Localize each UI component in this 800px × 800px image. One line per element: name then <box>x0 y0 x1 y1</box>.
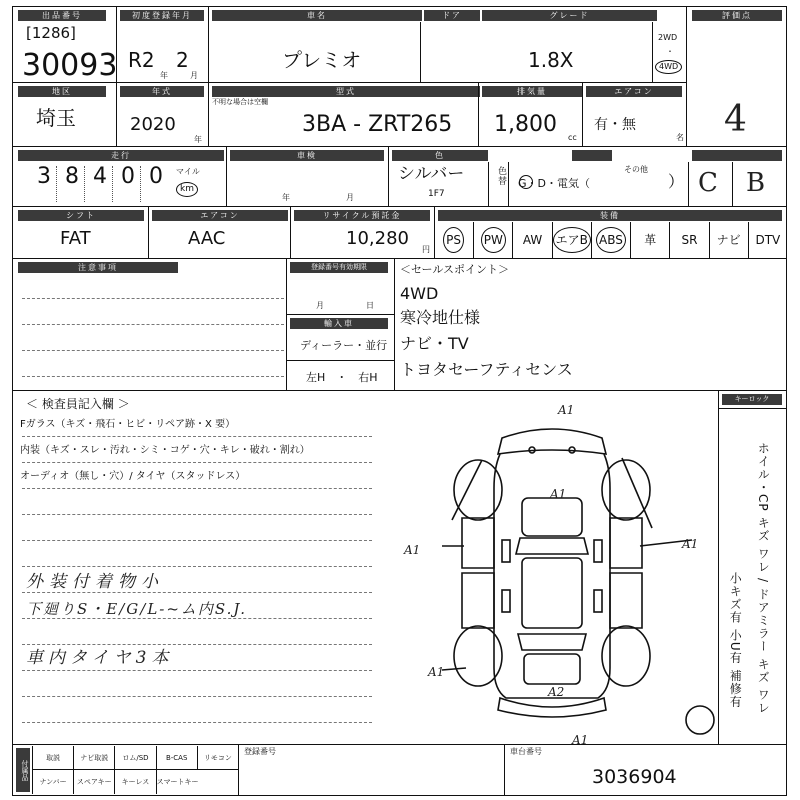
reg-no-label: 登録番号 <box>244 747 276 756</box>
damage-mark: A1 <box>682 537 699 551</box>
sales-points-header: ＜セールスポイント＞ <box>400 263 510 276</box>
header-model: 車名 <box>212 10 422 21</box>
year-value: 2020 <box>130 114 176 135</box>
region-value: 埼玉 <box>36 106 76 130</box>
color-name: シルバー <box>398 164 465 184</box>
color-code: 1F7 <box>428 189 445 199</box>
accessory-item: スペアキー <box>73 770 114 794</box>
accessory-item: ロム/SD <box>114 746 155 770</box>
evaluation-handwritten: 4 <box>724 99 747 140</box>
accessory-item: B-CAS <box>156 746 197 770</box>
side-note-damage: ホイル・CP キズ ワレ / ドアミラー キズ ワレ <box>756 442 771 715</box>
equipment-item: ABS <box>591 222 630 258</box>
shift-value: FAT <box>60 228 91 249</box>
equipment-row <box>434 222 787 258</box>
equipment-item: エアB <box>552 222 591 258</box>
import-dealer: ディーラー・並行 <box>300 339 388 352</box>
handwritten-note: 下廻りS・E/G/L-~ム内S.J. <box>26 600 248 618</box>
accessory-grid <box>32 746 238 794</box>
sales-point: 4WD <box>400 284 439 303</box>
inspector-line: Fガラス（キズ・飛石・ヒビ・リペア跡・X 要） <box>20 419 236 430</box>
chassis-label: 車台番号 <box>510 747 542 756</box>
equipment-item: PW <box>473 222 512 258</box>
fuel-options: G・D・電気（ <box>518 177 590 190</box>
equipment-item: AW <box>512 222 551 258</box>
damage-mark: A1 <box>572 733 589 747</box>
equipment-item: DTV <box>748 222 787 258</box>
inspector-header: ＜ 検査員記入欄 ＞ <box>26 397 130 411</box>
keylock-label: キーロック <box>722 394 782 405</box>
accessory-item: リモコン <box>197 746 238 770</box>
inspector-line: オーディオ（無し・穴）/ タイヤ（スタッドレス） <box>20 471 246 482</box>
drive-4wd-circled: 4WD <box>655 60 682 74</box>
mileage-digits: 3 8 4 0 0 <box>37 164 163 189</box>
accessory-item: ナビ取説 <box>73 746 114 770</box>
damage-mark: A1 <box>558 403 575 417</box>
accessory-item: スマートキー <box>156 770 197 794</box>
displacement-value: 1,800 <box>494 112 557 137</box>
recycle-amount: 10,280 <box>346 228 409 249</box>
auction-sheet: 出品番号 初度登録年月 車名 ドア グレード 評価点 [1286] 30093 R2 2 年 月 プレミオ 1.8X 2WD ・ 4WD 地区 年式 型式 不明な場合は空欄 排気量 エアコン 埼玉 2020 年 3BA - ZRT265 1,800 cc 有・無 名 4 走行 車検 色 3 8 4 0 0 マイル km 年 月 シルバー 1F7 色替 G・D・電気（ その他 ） C B シフト エアコン リサイクル預託金 装備 FAT AAC 10,280 円 PS PW AW エアB ABS 革 SR ナビ DTV 注意事項 登録番号有効期限 月 日 輸入車 ディーラー・並行 左H ・ 右H ＜セールスポイント＞ 4WD 寒冷地仕様 ナビ・TV トヨタセーフティセンス ＜ 検査員記入欄 ＞ Fガラス（キズ・飛石・ヒビ・リペア跡・X 要） 内装（キズ・スレ・汚れ・シミ・コゲ・穴・キレ・破れ・割れ） オーディオ（無し・穴）/ タイヤ（スタッドレス） 外装付着物小 下廻りS・E/G/L-~ム内S.J. 車内タイヤ3本 A1 A1 A1 A1 A1 A2 A1 キーロック ホイル・CP キズ ワレ / ドアミラー キズ ワレ 小キズ有 小U有 補修有 付属品 取説 ナビ取説 ロム/SD B-CAS リモコン ナンバー スペアキー キーレス スマートキー 登録番号 車台番号 3036904 <box>12 6 787 796</box>
header-grade: グレード <box>482 10 657 21</box>
accessory-item: 取説 <box>32 746 73 770</box>
header-evaluation: 評価点 <box>692 10 782 21</box>
chassis-value: 3036904 <box>592 766 677 788</box>
lot-number: 30093 <box>22 48 118 83</box>
ac-option: 有・無 <box>594 117 636 133</box>
equipment-item: 革 <box>630 222 669 258</box>
import-handle: 左H ・ 右H <box>306 371 378 384</box>
damage-mark: A1 <box>404 543 421 557</box>
sales-point: ナビ・TV <box>400 334 469 353</box>
header-lot-no: 出品番号 <box>18 10 106 21</box>
lot-bracket: [1286] <box>26 24 76 42</box>
model-name: プレミオ <box>282 48 362 72</box>
accessory-item: ナンバー <box>32 770 73 794</box>
handwritten-note: 車内タイヤ3本 <box>26 648 174 668</box>
damage-mark: A1 <box>428 665 445 679</box>
header-first-reg: 初度登録年月 <box>120 10 204 21</box>
grade-value: 1.8X <box>528 48 574 72</box>
exterior-grade: C <box>698 168 718 198</box>
type-note: 不明な場合は空欄 <box>212 98 268 106</box>
type-code: 3BA - ZRT265 <box>302 112 453 137</box>
reg-month: 2 <box>176 48 189 72</box>
damage-mark: A2 <box>548 685 565 699</box>
equipment-item: PS <box>434 222 473 258</box>
side-note-repair: 小キズ有 小U有 補修有 <box>728 572 743 709</box>
car-damage-diagram <box>382 398 722 748</box>
equipment-item: ナビ <box>709 222 748 258</box>
sales-point: トヨタセーフティセンス <box>400 360 573 379</box>
handwritten-note: 外装付着物小 <box>26 572 164 592</box>
accessory-item: キーレス <box>114 770 155 794</box>
reg-era: R2 <box>128 48 155 72</box>
sales-point: 寒冷地仕様 <box>400 308 481 327</box>
km-circled: km <box>176 182 198 197</box>
aircon-value: AAC <box>188 228 226 249</box>
equipment-item: SR <box>669 222 708 258</box>
damage-mark: A1 <box>550 487 567 501</box>
interior-grade: B <box>746 168 766 198</box>
header-doors: ドア <box>424 10 480 21</box>
inspector-line: 内装（キズ・スレ・汚れ・シミ・コゲ・穴・キレ・破れ・割れ） <box>20 445 310 456</box>
